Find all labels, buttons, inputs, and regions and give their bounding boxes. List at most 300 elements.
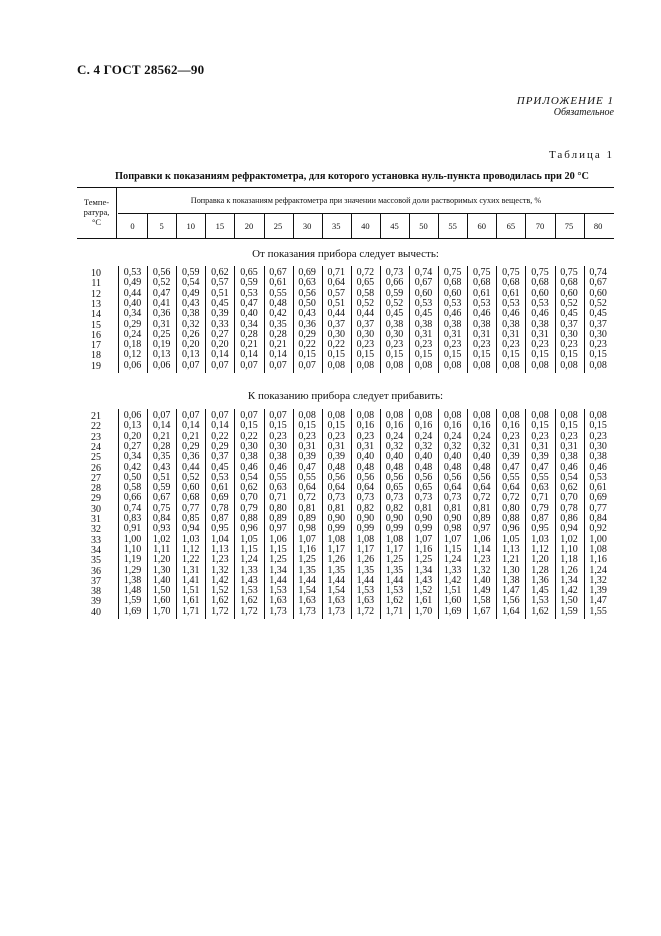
column-header: 65	[506, 221, 516, 231]
add-value-cell: 1,64	[502, 605, 520, 617]
add-value-cell: 0,65	[414, 482, 433, 494]
column-header: 60	[477, 221, 486, 231]
subtract-value-cell: 0,36	[152, 308, 171, 320]
subtract-value-cell: 0,31	[152, 318, 171, 330]
add-value-cell: 1,54	[327, 585, 345, 597]
subtract-value-cell: 0,55	[269, 287, 287, 299]
subtract-value-cell: 0,14	[269, 349, 287, 361]
add-value-cell: 0,84	[152, 513, 171, 524]
add-value-cell: 1,20	[531, 554, 549, 566]
add-value-cell: 1,44	[385, 574, 404, 586]
add-value-cell: 0,98	[443, 523, 462, 535]
subtract-value-cell: 0,73	[385, 267, 404, 278]
add-value-cell: 1,51	[443, 585, 462, 597]
correction-span-header: Поправка к показаниям рефрактометра при значении массовой доли растворимых сухих веществ, %	[118, 188, 614, 214]
subtract-value-cell: 0,47	[152, 287, 171, 299]
add-value-cell: 0,08	[298, 410, 316, 421]
subtract-value-cell: 0,36	[298, 318, 316, 330]
add-value-cell: 1,63	[298, 595, 316, 607]
add-value-cell: 0,47	[502, 461, 520, 473]
add-value-cell: 0,34	[123, 451, 142, 463]
add-value-cell: 1,63	[327, 595, 345, 607]
add-value-cell: 0,79	[240, 502, 258, 514]
add-value-cell: 0,47	[531, 461, 549, 473]
add-value-cell: 0,81	[443, 502, 462, 514]
subtract-value-cell: 0,68	[502, 277, 520, 289]
subtract-value-cell: 0,38	[472, 318, 491, 330]
add-value-cell: 0,48	[472, 461, 491, 473]
add-value-cell: 0,95	[531, 523, 549, 535]
add-value-cell: 0,99	[414, 523, 433, 535]
subtract-value-cell: 0,26	[181, 328, 200, 340]
add-value-cell: 0,94	[560, 523, 578, 535]
add-value-cell: 1,17	[327, 543, 345, 555]
subtract-value-cell: 0,15	[327, 349, 345, 361]
subtract-value-cell: 0,71	[327, 267, 345, 278]
add-value-cell: 1,08	[327, 533, 345, 545]
subtract-value-cell: 0,39	[211, 308, 229, 320]
subtract-value-cell: 0,13	[152, 349, 171, 361]
add-value-cell: 0,72	[472, 492, 491, 504]
add-value-cell: 1,39	[589, 585, 607, 597]
add-value-cell: 1,35	[385, 564, 404, 576]
add-value-cell: 0,69	[211, 492, 229, 504]
add-value-cell: 1,11	[153, 543, 171, 555]
add-value-cell: 1,17	[356, 543, 375, 555]
subtract-value-cell: 0,24	[123, 328, 142, 340]
subtract-value-cell: 0,45	[589, 308, 607, 320]
add-value-cell: 1,71	[181, 605, 200, 617]
subtract-value-cell: 0,38	[181, 308, 200, 320]
temperature-cell: 26	[91, 462, 101, 474]
add-value-cell: 0,89	[472, 513, 491, 524]
add-value-cell: 0,70	[240, 492, 258, 504]
subtract-value-cell: 0,30	[327, 328, 345, 340]
add-value-cell: 1,44	[298, 574, 316, 586]
add-value-cell: 0,64	[502, 482, 520, 494]
subtract-value-cell: 0,07	[269, 359, 287, 371]
subtract-value-cell: 0,43	[181, 297, 200, 309]
subtract-value-cell: 0,23	[443, 339, 462, 351]
add-value-cell: 0,62	[560, 482, 578, 494]
add-value-cell: 0,07	[152, 410, 171, 421]
add-value-cell: 0,29	[211, 440, 229, 452]
subtract-value-cell: 0,15	[472, 349, 491, 361]
add-value-cell: 0,72	[298, 492, 316, 504]
add-value-cell: 1,08	[356, 533, 375, 545]
subtract-value-cell: 0,07	[181, 359, 200, 371]
add-value-cell: 0,42	[123, 461, 142, 473]
add-value-cell: 0,48	[443, 461, 462, 473]
add-value-cell: 1,34	[414, 564, 433, 576]
add-value-cell: 1,70	[414, 605, 433, 617]
add-value-cell: 0,60	[181, 482, 200, 494]
subtract-value-cell: 0,08	[414, 359, 433, 371]
add-value-cell: 1,52	[211, 585, 229, 597]
add-value-cell: 0,15	[560, 420, 578, 432]
add-value-cell: 0,38	[560, 451, 578, 463]
add-value-cell: 0,98	[298, 523, 316, 535]
add-value-cell: 0,75	[152, 502, 171, 514]
add-value-cell: 0,40	[414, 451, 433, 463]
add-value-cell: 1,03	[181, 533, 200, 545]
add-value-cell: 0,06	[123, 410, 142, 421]
subtract-value-cell: 0,23	[472, 339, 491, 351]
add-value-cell: 0,73	[443, 492, 462, 504]
add-value-cell: 0,32	[472, 440, 491, 452]
subtract-value-cell: 0,15	[531, 349, 549, 361]
add-value-cell: 0,77	[589, 502, 607, 514]
subtract-value-cell: 0,23	[560, 339, 578, 351]
add-value-cell: 1,62	[240, 595, 258, 607]
header-column-divider	[467, 214, 468, 238]
add-value-cell: 0,40	[385, 451, 404, 463]
subtract-value-cell: 0,23	[589, 339, 607, 351]
subtract-value-cell: 0,75	[560, 267, 578, 278]
add-value-cell: 0,73	[356, 492, 375, 504]
subtract-value-cell: 0,53	[414, 297, 433, 309]
add-value-cell: 0,21	[152, 430, 171, 442]
add-value-cell: 0,08	[356, 410, 375, 421]
subtract-value-cell: 0,15	[414, 349, 433, 361]
add-value-cell: 0,48	[327, 461, 345, 473]
subtract-value-cell: 0,37	[560, 318, 578, 330]
appendix-status: Обязательное	[553, 107, 614, 118]
add-value-cell: 0,23	[356, 430, 375, 442]
temperature-cell: 22	[91, 421, 101, 433]
subtract-value-cell: 0,43	[298, 308, 316, 320]
add-value-cell: 0,23	[589, 430, 607, 442]
column-header: 20	[244, 221, 254, 231]
subtract-value-cell: 0,27	[211, 328, 229, 340]
column-header: 35	[331, 221, 341, 231]
add-value-cell: 0,16	[414, 420, 433, 432]
add-value-cell: 0,89	[298, 513, 316, 524]
temperature-cell: 19	[91, 360, 101, 372]
add-value-cell: 0,96	[240, 523, 258, 535]
header-column-divider	[496, 214, 497, 238]
add-value-cell: 0,46	[589, 461, 607, 473]
add-value-cell: 1,36	[531, 574, 549, 586]
subtract-value-cell: 0,53	[443, 297, 462, 309]
subtract-value-cell: 0,58	[356, 287, 375, 299]
subtract-value-cell: 0,52	[152, 277, 171, 289]
add-value-cell: 0,95	[211, 523, 229, 535]
add-value-cell: 0,87	[531, 513, 549, 524]
header-column-divider	[293, 214, 294, 238]
subtract-value-cell: 0,21	[240, 339, 258, 351]
header-column-divider	[351, 214, 352, 238]
subtract-value-cell: 0,37	[327, 318, 345, 330]
add-value-cell: 0,54	[560, 471, 578, 483]
add-value-cell: 0,96	[502, 523, 520, 535]
temperature-cell: 31	[91, 514, 101, 525]
subtract-value-cell: 0,50	[298, 297, 316, 309]
add-value-cell: 0,97	[269, 523, 287, 535]
temperature-cell: 13	[91, 298, 101, 310]
add-value-cell: 1,72	[211, 605, 229, 617]
temperature-cell: 30	[91, 503, 101, 515]
table-header	[77, 187, 614, 239]
add-value-cell: 0,81	[298, 502, 316, 514]
subtract-value-cell: 0,74	[414, 267, 433, 278]
subtract-value-cell: 0,15	[356, 349, 375, 361]
add-value-cell: 1,08	[589, 543, 607, 555]
temperature-cell: 18	[91, 350, 101, 362]
column-header: 30	[302, 221, 312, 231]
add-value-cell: 1,10	[560, 543, 578, 555]
add-value-cell: 0,64	[443, 482, 462, 494]
subtract-value-cell: 0,38	[414, 318, 433, 330]
subtract-value-cell: 0,46	[502, 308, 520, 320]
subtract-value-cell: 0,23	[414, 339, 433, 351]
add-value-cell: 0,08	[385, 410, 404, 421]
subtract-value-cell: 0,60	[531, 287, 549, 299]
add-value-cell: 1,00	[589, 533, 607, 545]
add-value-cell: 1,53	[269, 585, 287, 597]
add-value-cell: 0,53	[211, 471, 229, 483]
add-value-cell: 0,50	[123, 471, 142, 483]
add-value-cell: 0,23	[327, 430, 345, 442]
subtract-value-cell: 0,08	[385, 359, 404, 371]
add-value-cell: 1,06	[269, 533, 287, 545]
temperature-cell: 25	[91, 452, 101, 464]
header-column-divider	[380, 214, 381, 238]
add-value-cell: 0,30	[269, 440, 287, 452]
subtract-value-cell: 0,33	[211, 318, 229, 330]
add-value-cell: 1,48	[123, 585, 142, 597]
add-value-cell: 0,88	[240, 513, 258, 524]
add-value-cell: 0,80	[502, 502, 520, 514]
add-value-cell: 0,16	[356, 420, 375, 432]
add-value-cell: 0,22	[240, 430, 258, 442]
temperature-cell: 16	[91, 329, 101, 341]
add-value-cell: 0,14	[181, 420, 200, 432]
subtract-value-cell: 0,72	[356, 267, 375, 278]
add-value-cell: 1,73	[269, 605, 287, 617]
subtract-value-cell: 0,23	[502, 339, 520, 351]
header-column-divider	[438, 214, 439, 238]
subtract-value-cell: 0,28	[269, 328, 287, 340]
subtract-value-cell: 0,06	[152, 359, 171, 371]
subtract-value-cell: 0,18	[123, 339, 142, 351]
add-value-cell: 1,25	[298, 554, 316, 566]
add-value-cell: 1,63	[356, 595, 375, 607]
add-value-cell: 0,36	[181, 451, 200, 463]
subtract-value-cell: 0,48	[269, 297, 287, 309]
add-value-cell: 0,88	[502, 513, 520, 524]
add-value-cell: 0,21	[181, 430, 200, 442]
subtract-value-cell: 0,08	[472, 359, 491, 371]
add-value-cell: 0,32	[414, 440, 433, 452]
add-value-cell: 0,89	[269, 513, 287, 524]
add-value-cell: 0,16	[502, 420, 520, 432]
subtract-value-cell: 0,56	[152, 267, 171, 278]
add-value-cell: 0,13	[123, 420, 142, 432]
add-value-cell: 1,33	[443, 564, 462, 576]
add-value-cell: 0,48	[385, 461, 404, 473]
subtract-value-cell: 0,34	[123, 308, 142, 320]
add-value-cell: 1,47	[502, 585, 520, 597]
subtract-value-cell: 0,53	[472, 297, 491, 309]
add-value-cell: 0,90	[385, 513, 404, 524]
page-title: С. 4 ГОСТ 28562—90	[77, 62, 205, 77]
add-value-cell: 1,15	[269, 543, 287, 555]
temperature-header-line-1: Темпе-	[83, 197, 110, 207]
subtract-value-cell: 0,45	[414, 308, 433, 320]
add-value-cell: 0,31	[502, 440, 520, 452]
add-value-cell: 1,58	[472, 595, 491, 607]
add-value-cell: 1,30	[152, 564, 171, 576]
add-value-cell: 0,23	[560, 430, 578, 442]
add-value-cell: 1,50	[560, 595, 578, 607]
add-value-cell: 1,24	[589, 564, 607, 576]
temperature-cell: 39	[91, 596, 101, 608]
add-value-cell: 0,55	[298, 471, 316, 483]
subtract-value-cell: 0,20	[211, 339, 229, 351]
add-value-cell: 0,56	[385, 471, 404, 483]
add-value-cell: 1,60	[443, 595, 462, 607]
subtract-value-cell: 0,42	[269, 308, 287, 320]
add-value-cell: 0,32	[443, 440, 462, 452]
subtract-value-cell: 0,31	[472, 328, 491, 340]
subtract-value-cell: 0,34	[240, 318, 258, 330]
subtract-value-cell: 0,38	[502, 318, 520, 330]
subtract-value-cell: 0,08	[589, 359, 607, 371]
temperature-cell: 34	[91, 544, 101, 556]
add-value-cell: 1,52	[414, 585, 433, 597]
add-value-cell: 1,16	[298, 543, 316, 555]
add-value-cell: 0,07	[211, 410, 229, 421]
add-value-cell: 0,32	[385, 440, 404, 452]
add-value-cell: 0,62	[240, 482, 258, 494]
add-value-cell: 1,00	[123, 533, 142, 545]
temperature-cell: 23	[91, 431, 101, 443]
add-value-cell: 0,45	[211, 461, 229, 473]
add-value-cell: 0,93	[152, 523, 171, 535]
add-value-cell: 1,42	[443, 574, 462, 586]
add-value-cell: 0,90	[356, 513, 375, 524]
add-value-cell: 1,04	[211, 533, 229, 545]
add-value-cell: 1,53	[240, 585, 258, 597]
temperature-cell: 12	[91, 288, 101, 300]
add-value-cell: 0,74	[123, 502, 142, 514]
add-value-cell: 1,40	[152, 574, 171, 586]
add-value-cell: 1,07	[298, 533, 316, 545]
subtract-value-cell: 0,08	[356, 359, 375, 371]
add-value-cell: 1,72	[240, 605, 258, 617]
add-value-cell: 0,08	[327, 410, 345, 421]
add-value-cell: 1,34	[269, 564, 287, 576]
add-value-cell: 0,39	[531, 451, 549, 463]
subtract-value-cell: 0,14	[211, 349, 229, 361]
subtract-value-cell: 0,61	[502, 287, 520, 299]
add-value-cell: 0,87	[211, 513, 229, 524]
subtract-value-cell: 0,22	[327, 339, 345, 351]
add-value-cell: 1,20	[152, 554, 171, 566]
add-value-cell: 1,16	[589, 554, 607, 566]
add-value-cell: 0,65	[385, 482, 404, 494]
subtract-value-cell: 0,08	[502, 359, 520, 371]
add-value-cell: 1,32	[211, 564, 229, 576]
subtract-value-cell: 0,08	[531, 359, 549, 371]
header-column-divider	[205, 214, 206, 238]
subtract-value-cell: 0,44	[356, 308, 375, 320]
add-value-cell: 1,69	[123, 605, 142, 617]
add-value-cell: 0,81	[472, 502, 491, 514]
add-value-cell: 1,15	[443, 543, 462, 555]
temperature-cell: 35	[91, 555, 101, 567]
add-value-cell: 1,44	[327, 574, 345, 586]
subtract-value-cell: 0,61	[472, 287, 491, 299]
subtract-value-cell: 0,15	[589, 349, 607, 361]
subtract-value-cell: 0,51	[211, 287, 229, 299]
subtract-value-cell: 0,46	[472, 308, 491, 320]
add-value-cell: 0,81	[414, 502, 433, 514]
add-value-cell: 1,60	[152, 595, 171, 607]
add-value-cell: 0,31	[298, 440, 316, 452]
add-value-cell: 0,90	[327, 513, 345, 524]
add-value-cell: 0,67	[152, 492, 171, 504]
header-column-divider	[322, 214, 323, 238]
add-value-cell: 0,40	[472, 451, 491, 463]
add-value-cell: 0,61	[211, 482, 229, 494]
add-value-cell: 0,23	[298, 430, 316, 442]
subtract-value-cell: 0,74	[589, 267, 607, 278]
subtract-value-cell: 0,23	[356, 339, 375, 351]
add-value-cell: 0,30	[240, 440, 258, 452]
subtract-value-cell: 0,20	[181, 339, 200, 351]
add-value-cell: 0,08	[560, 410, 578, 421]
add-value-cell: 0,52	[181, 471, 200, 483]
add-value-cell: 1,22	[181, 554, 200, 566]
subtract-value-cell: 0,57	[327, 287, 345, 299]
add-value-cell: 1,13	[502, 543, 520, 555]
subtract-value-cell: 0,32	[181, 318, 200, 330]
subtract-value-cell: 0,46	[443, 308, 462, 320]
add-value-cell: 0,44	[181, 461, 200, 473]
add-value-cell: 1,06	[472, 533, 491, 545]
subtract-value-cell: 0,68	[443, 277, 462, 289]
subtract-value-cell: 0,59	[240, 277, 258, 289]
add-value-cell: 0,15	[298, 420, 316, 432]
column-header: 50	[419, 221, 428, 231]
add-value-cell: 0,43	[152, 461, 171, 473]
subtract-value-cell: 0,53	[123, 267, 142, 278]
add-value-cell: 0,08	[414, 410, 433, 421]
subtract-value-cell: 0,38	[385, 318, 404, 330]
add-value-cell: 0,55	[531, 471, 549, 483]
add-value-cell: 0,47	[298, 461, 316, 473]
subtract-value-cell: 0,40	[240, 308, 258, 320]
subtract-value-cell: 0,57	[211, 277, 229, 289]
subtract-value-cell: 0,75	[443, 267, 462, 278]
add-value-cell: 1,35	[298, 564, 316, 576]
temperature-cell: 36	[91, 565, 101, 577]
add-value-cell: 1,34	[560, 574, 578, 586]
column-header: 10	[186, 221, 195, 231]
add-value-cell: 1,24	[240, 554, 258, 566]
add-value-cell: 0,48	[356, 461, 375, 473]
add-value-cell: 0,37	[211, 451, 229, 463]
table-caption: Поправки к показаниям рефрактометра, для которого установка нуль-пункта проводилась при 20 °С	[115, 171, 589, 182]
add-value-cell: 0,61	[589, 482, 607, 494]
add-value-cell: 0,55	[502, 471, 520, 483]
add-value-cell: 1,49	[472, 585, 491, 597]
add-value-cell: 1,30	[502, 564, 520, 576]
subtract-value-cell: 0,37	[589, 318, 607, 330]
header-column-divider	[264, 214, 265, 238]
